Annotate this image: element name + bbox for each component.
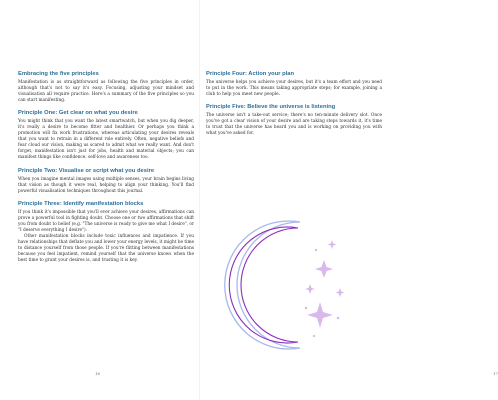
principle-one-heading: Principle One: Get clear on what you desire (18, 110, 138, 117)
principle-three-paragraph-1: If you think it's impossible that you'll ever achieve your desires, affirmations can prove a powerful tool in fighting doubt. Choose one or two affirmations that shift you from doubt to belief (e.g. "The universe is ready to give me what I desire", or "I deserve everything I desire"). (18, 209, 194, 233)
star-small-1 (305, 284, 315, 294)
intro-heading: Embracing the five principles (18, 71, 99, 77)
star-small-3 (328, 240, 337, 249)
right-page-number: 17 (493, 371, 498, 376)
crescent-moon-stars-icon (220, 210, 360, 360)
principle-three-paragraph-2: Other manifestation blocks include toxic influences and impatience. If you have relationships that deflate you and lower your energy levels, it might be time to distance yourself from those people. If you're flitting between manifestations because you feel impatient, remind yourself that the universe knows when the best time to grant your desires is, and trusting it is key. (18, 233, 194, 264)
star-dot-1 (305, 307, 308, 310)
star-dot-2 (315, 249, 317, 251)
star-large (307, 302, 333, 328)
principle-three-heading: Principle Three: Identify manifestation blocks (18, 200, 144, 207)
star-dot-4 (313, 335, 315, 337)
left-column (18, 71, 194, 264)
principle-two-heading: Principle Two: Visualise or script what you desire (18, 167, 155, 174)
principle-four-heading: Principle Four: Action your plan (206, 71, 295, 77)
left-page (0, 0, 200, 400)
principle-one-paragraph: You might think that you want the latest smartwatch, but when you dig deeper, it's really a desire to become fitter and healthier. Or perhaps you think a promotion will fix work frustrations, whereas articulating your desires reveals that you want to retrain in a different role entirely. Often, negative beliefs and fear cloud our vision, making us scared to admit what we really want. And don't forget, manifestation isn't just for jobs, health and material objects; you can manifest things like confidence, self-love and awareness too. (18, 119, 194, 161)
principle-five-heading: Principle Five: Believe the universe is listening (206, 104, 336, 111)
principle-four-paragraph: The universe helps you achieve your desires, but it's a team effort and you need to put in the work. This means taking appropriate steps; for example, joining a club to help you meet new people. (206, 80, 382, 98)
star-medium (315, 260, 333, 278)
star-small-2 (336, 288, 345, 297)
star-dot-3 (337, 317, 340, 320)
right-column (206, 71, 382, 137)
intro-paragraph: Manifestation is as straightforward as following the five principles in order, although that's not to say it's easy. Focusing, adjusting your mindset and visualisation all require practice. Here's a summary of the five principles so you can start manifesting. (18, 80, 194, 104)
left-page-number: 16 (95, 371, 101, 376)
principle-two-paragraph: When you imagine mental images using multiple senses, your brain begins living that vision as though it were real, helping to align your thinking. You'll find powerful visualisation techniques throughout this journal. (18, 176, 194, 194)
principle-five-paragraph: The universe isn't a take-out service; there's no ten-minute delivery slot. Once you've got a clear vision of your desire and are taking steps towards it, it's time to trust that the universe has heard you and is working on providing you with what you've asked for. (206, 113, 382, 137)
